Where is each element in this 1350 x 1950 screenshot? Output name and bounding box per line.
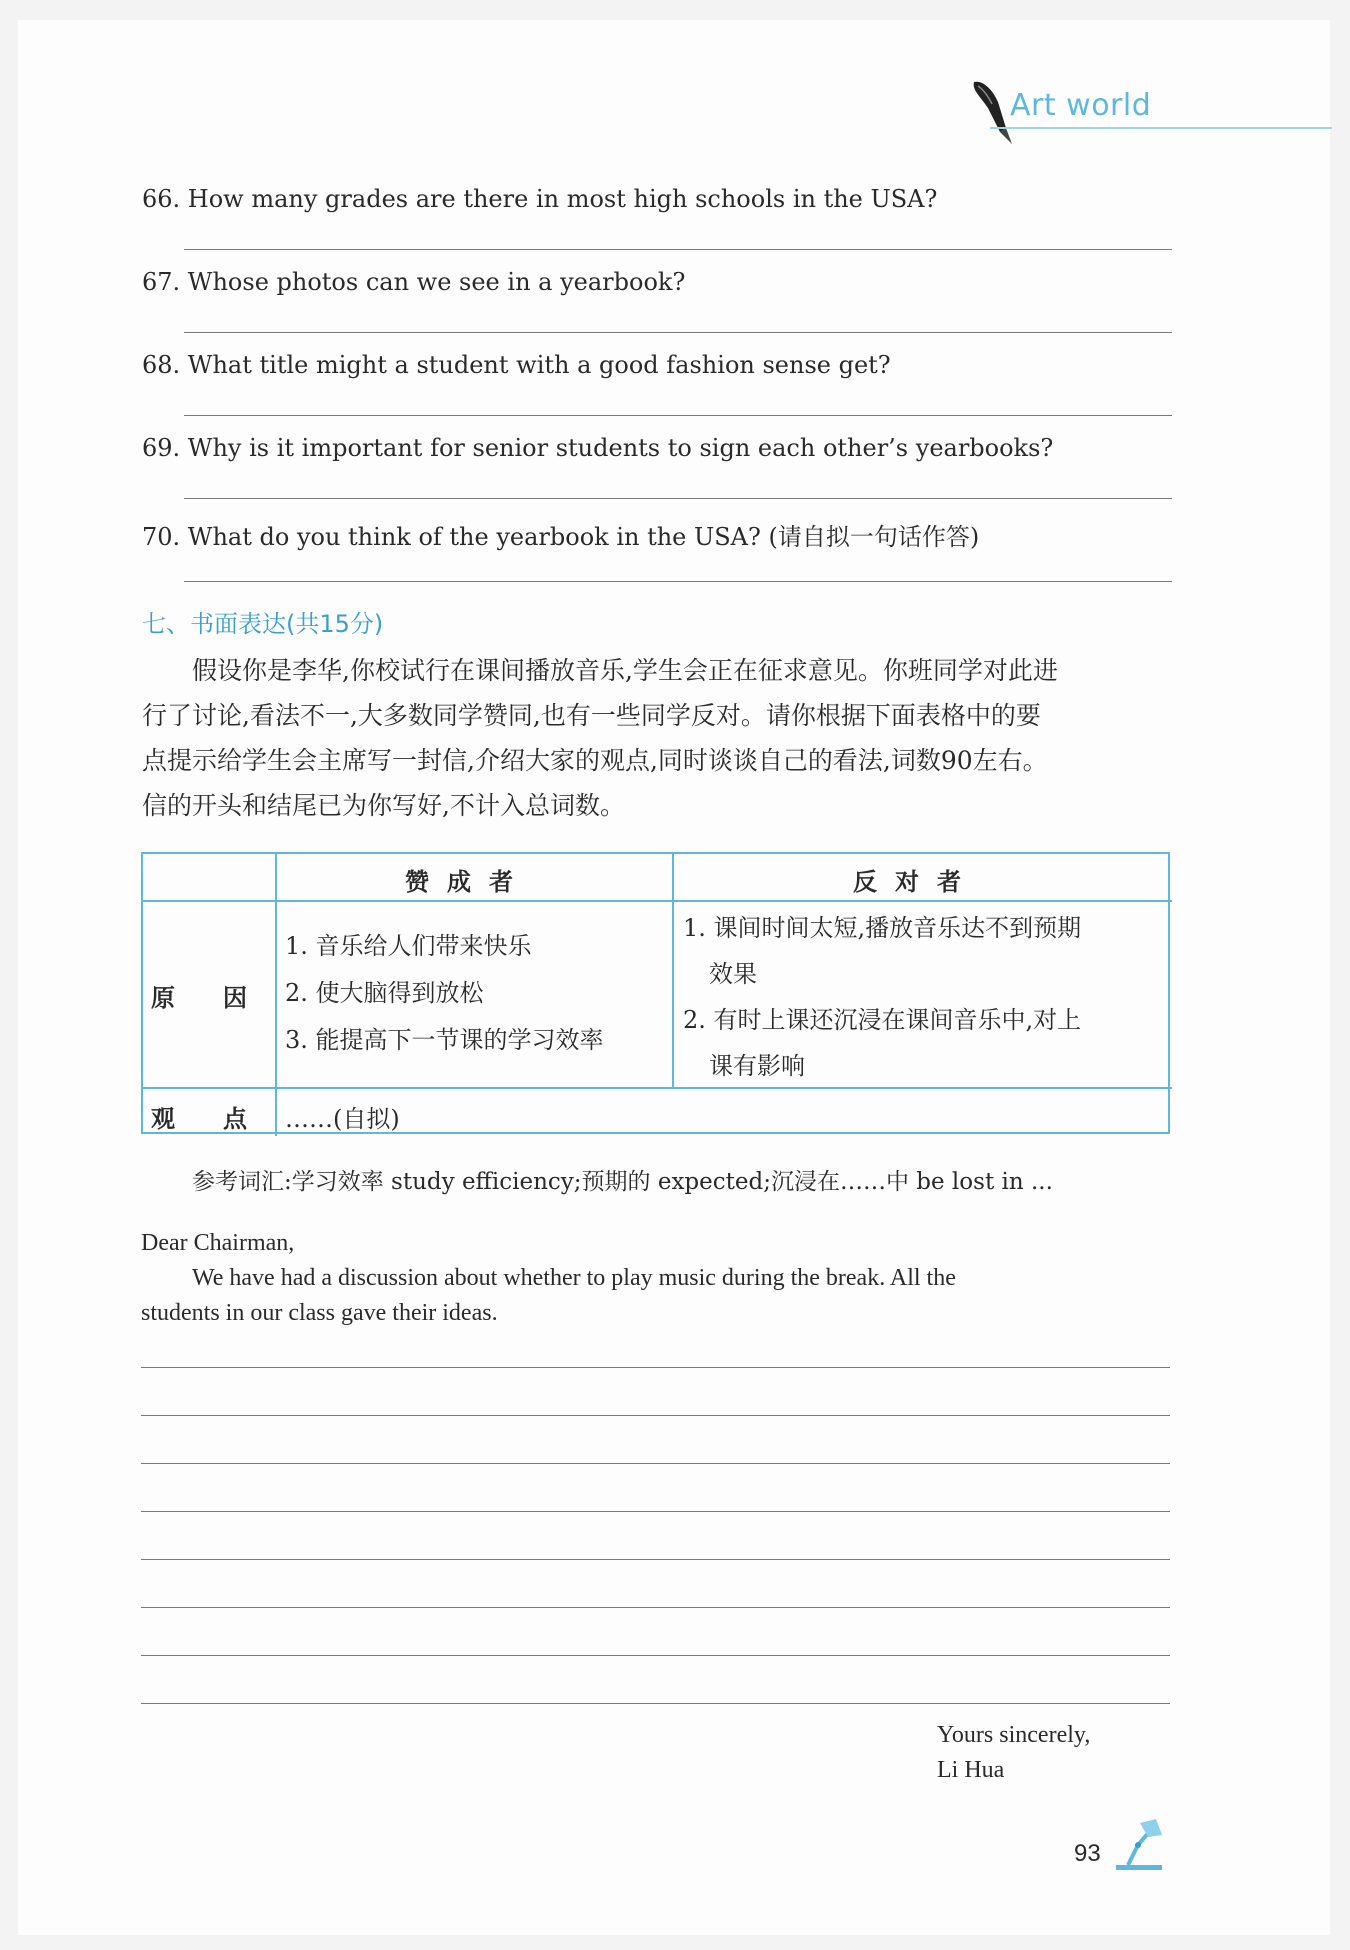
letter-signature: Li Hua (937, 1757, 1005, 1783)
for-reason-1: 1. 音乐给人们带来快乐 (285, 932, 532, 960)
view-label: 观 点 (151, 1105, 247, 1133)
header-against: 反对者 (853, 868, 979, 896)
desk-lamp-icon (1110, 1815, 1170, 1875)
letter-closing: Yours sincerely, (937, 1722, 1091, 1748)
letter-salutation: Dear Chairman, (141, 1230, 295, 1256)
page-number: 93 (1074, 1840, 1101, 1867)
against-reason-2: 2. 有时上课还沉浸在课间音乐中,对上 (683, 1006, 1082, 1034)
writing-line[interactable] (141, 1511, 1170, 1512)
question-67: 67. Whose photos can we see in a yearbook? (142, 268, 686, 296)
for-reason-3: 3. 能提高下一节课的学习效率 (285, 1026, 604, 1054)
question-70: 70. What do you think of the yearbook in the USA? (请自拟一句话作答) (142, 523, 980, 551)
question-68: 68. What title might a student with a good fashion sense get? (142, 351, 891, 379)
writing-line[interactable] (141, 1655, 1170, 1656)
letter-body-line: We have had a discussion about whether to play music during the break. All the (192, 1265, 956, 1291)
opinion-table (141, 852, 1170, 1134)
writing-line[interactable] (141, 1607, 1170, 1608)
against-reason-2-cont: 课有影响 (709, 1052, 805, 1080)
writing-line[interactable] (141, 1367, 1170, 1368)
question-69: 69. Why is it important for senior students to sign each other’s yearbooks? (142, 434, 1054, 462)
answer-line-67[interactable] (184, 332, 1172, 333)
instruction-line: 点提示给学生会主席写一封信,介绍大家的观点,同时谈谈自己的看法,词数90左右。 (142, 746, 1048, 775)
answer-line-69[interactable] (184, 498, 1172, 499)
reason-label: 原 因 (151, 984, 247, 1012)
section-title: 七、书面表达(共15分) (142, 610, 384, 638)
vocab-hint: 参考词汇:学习效率 study efficiency;预期的 expected;沉浸在……中 be lost in ... (192, 1169, 1053, 1195)
against-reason-1-cont: 效果 (709, 960, 757, 988)
pen-icon (968, 78, 1016, 150)
answer-line-68[interactable] (184, 415, 1172, 416)
question-66: 66. How many grades are there in most high schools in the USA? (142, 185, 938, 213)
instruction-line: 信的开头和结尾已为你写好,不计入总词数。 (142, 791, 625, 820)
answer-line-70[interactable] (184, 581, 1172, 582)
header-for: 赞成者 (405, 868, 531, 896)
writing-line[interactable] (141, 1703, 1170, 1704)
instruction-line: 行了讨论,看法不一,大多数同学赞同,也有一些同学反对。请你根据下面表格中的要 (142, 701, 1041, 730)
letter-body-line: students in our class gave their ideas. (141, 1300, 498, 1326)
instruction-line: 假设你是李华,你校试行在课间播放音乐,学生会正在征求意见。你班同学对此进 (142, 656, 1058, 685)
header-title: Art world (1010, 88, 1152, 123)
writing-line[interactable] (141, 1559, 1170, 1560)
writing-line[interactable] (141, 1415, 1170, 1416)
instructions (142, 648, 1172, 828)
against-reason-1: 1. 课间时间太短,播放音乐达不到预期 (683, 914, 1082, 942)
answer-line-66[interactable] (184, 249, 1172, 250)
header-rule (990, 127, 1332, 129)
view-cell[interactable]: ……(自拟) (285, 1105, 400, 1133)
for-reason-2: 2. 使大脑得到放松 (285, 979, 484, 1007)
writing-line[interactable] (141, 1463, 1170, 1464)
